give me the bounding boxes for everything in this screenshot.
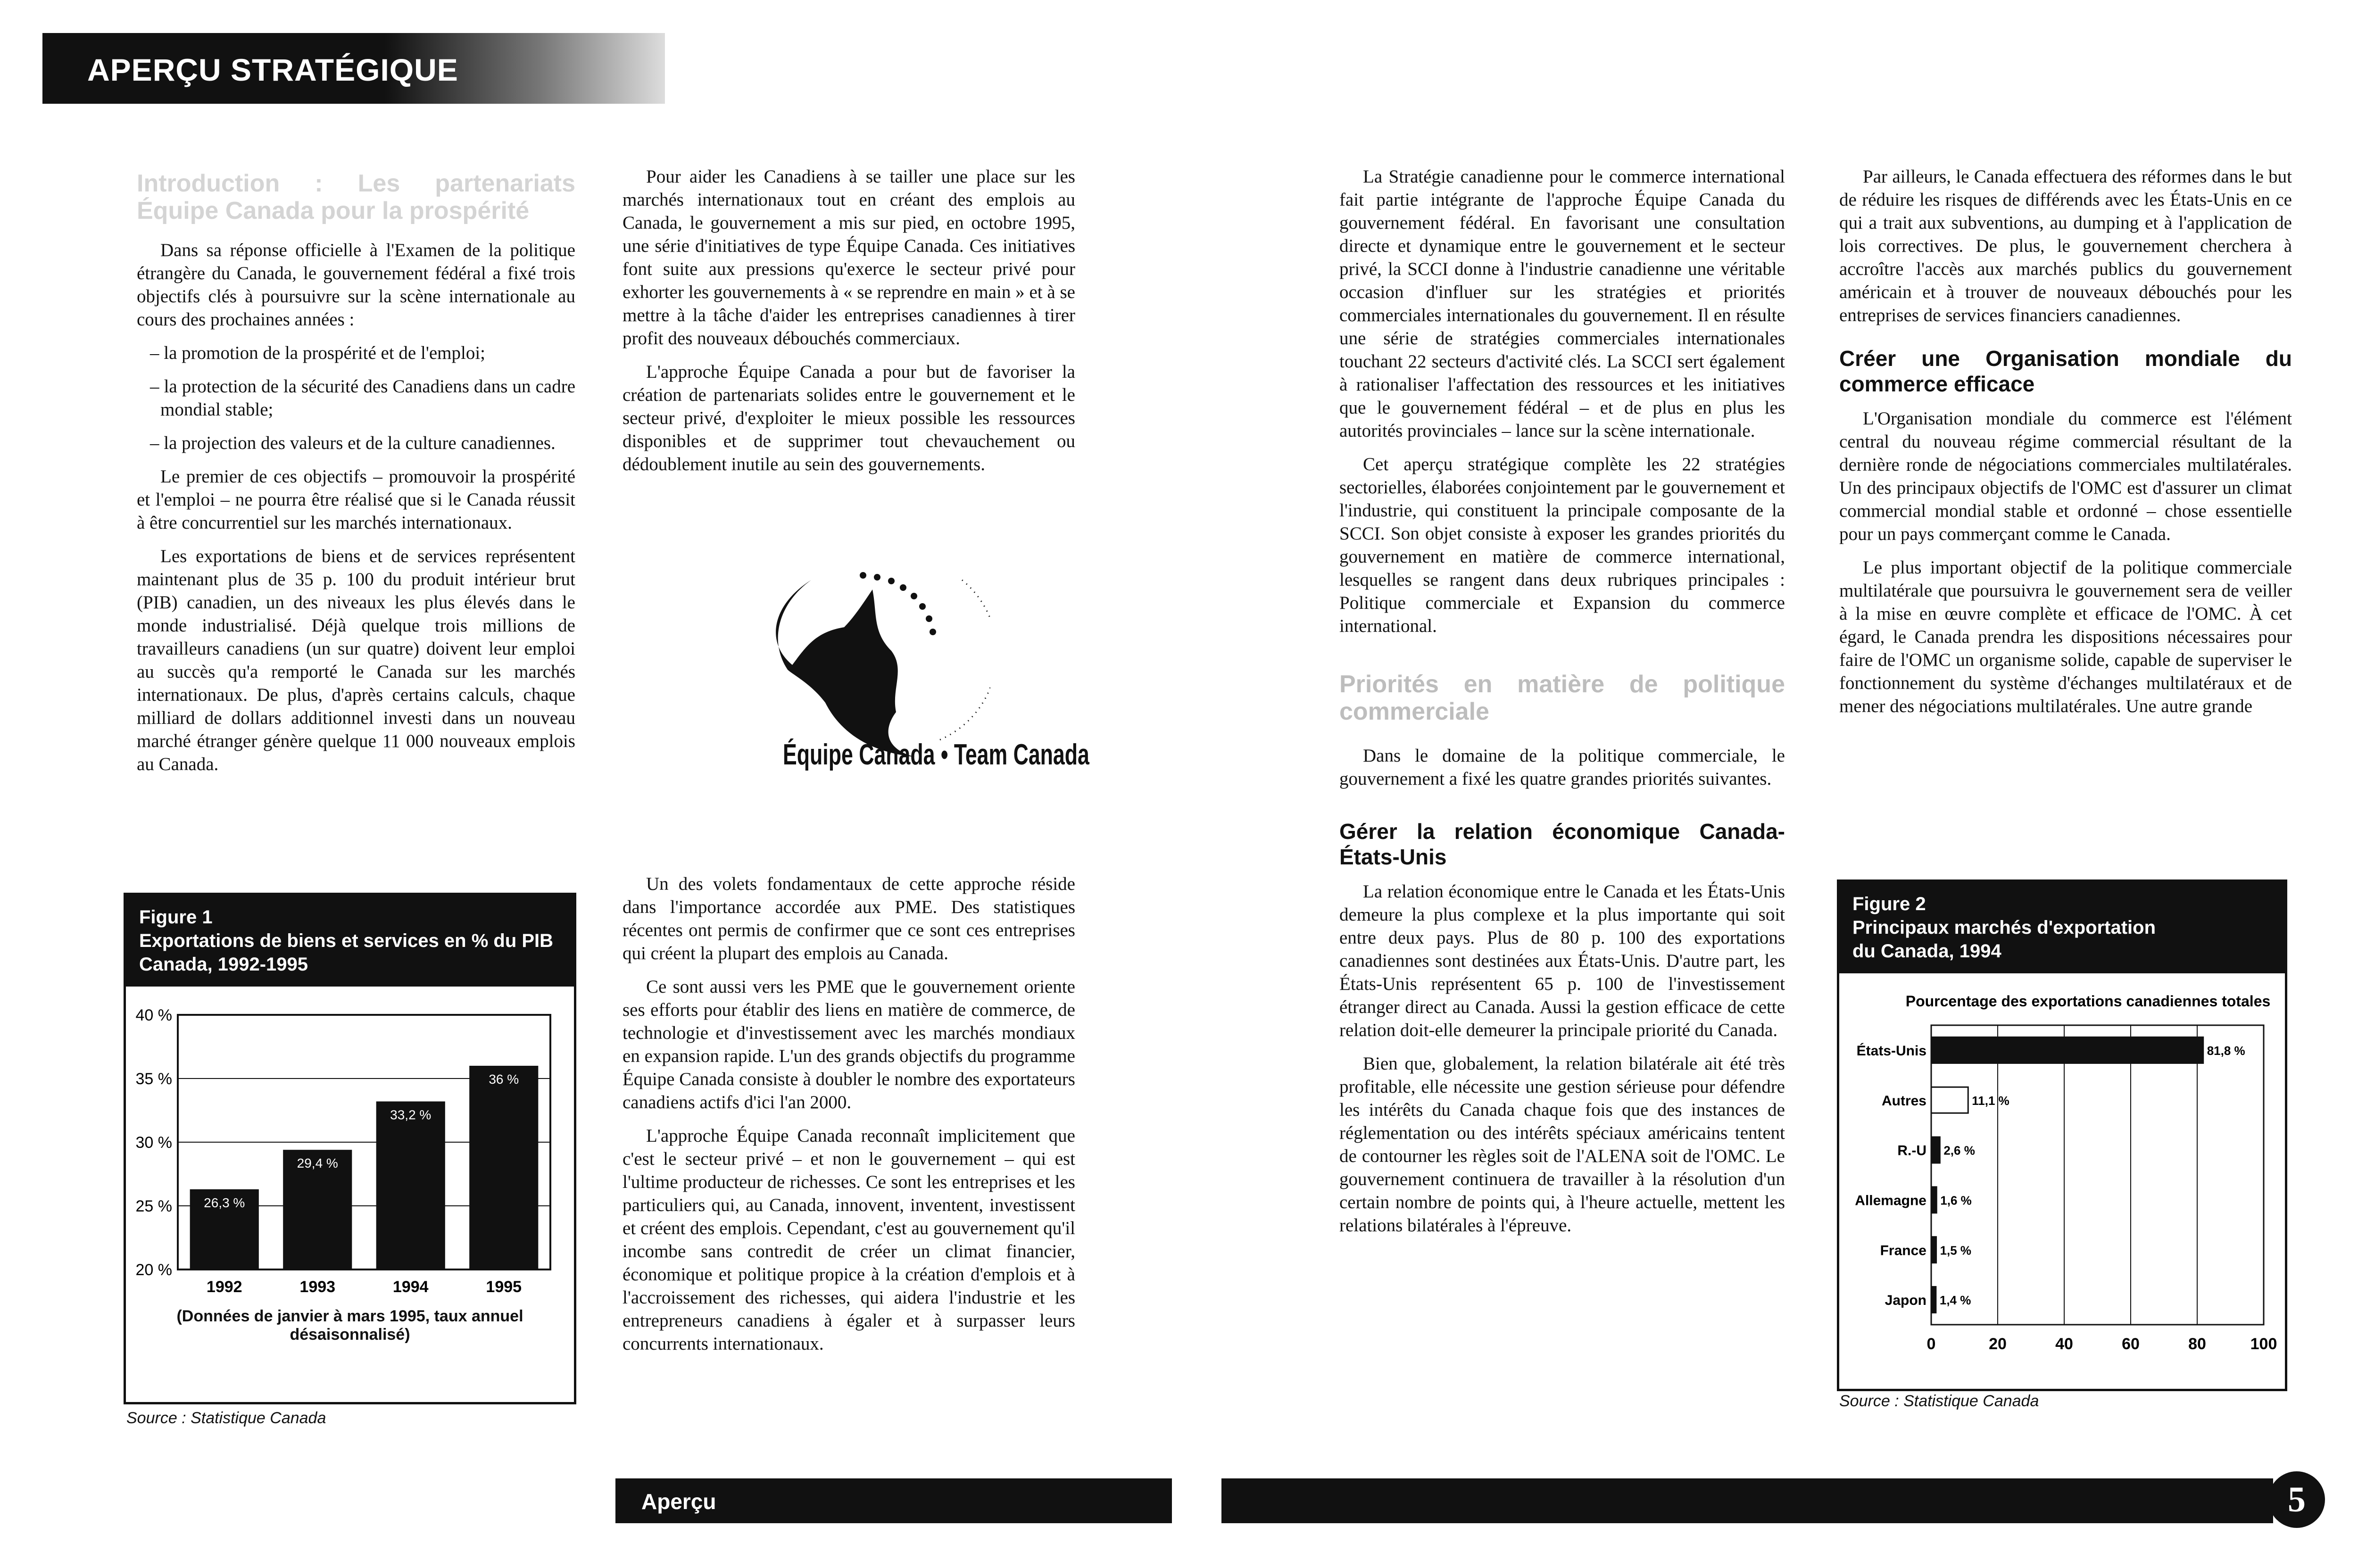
- y-tick-label: 40 %: [135, 1006, 172, 1024]
- y-tick-label: Japon: [1885, 1293, 1926, 1309]
- export-markets-bar-chart: [1839, 973, 2280, 1384]
- x-tick-label: 100: [2250, 1335, 2277, 1353]
- priorities-heading: Priorités en matière de politique commerciale: [1339, 671, 1785, 725]
- column-2-lower: [623, 872, 1075, 1366]
- list-item: – la promotion de la prospérité et de l'emploi;: [150, 343, 486, 363]
- section-title: APERÇU STRATÉGIQUE: [87, 52, 458, 87]
- data-label: 1,4 %: [1939, 1293, 1971, 1308]
- column-2: [623, 165, 1075, 486]
- figure-source: Source : Statistique Canada: [1839, 1392, 2039, 1410]
- x-tick-label: 1995: [486, 1278, 522, 1296]
- data-label: 29,4 %: [297, 1156, 338, 1171]
- data-label: 11,1 %: [1972, 1093, 2009, 1108]
- x-tick-label: 1994: [392, 1278, 429, 1296]
- team-canada-logo: [736, 561, 1089, 771]
- paragraph: L'approche Équipe Canada a pour but de favoriser la création de partenariats solides entre le gouvernement et le secteur privé, d'exploiter le mieux possible les ressources disponibles et de supprimer tout chevauchement ou dédoublement inutile au sein des gouvernements.: [623, 362, 1075, 474]
- logo-emblem-icon: [736, 561, 990, 759]
- x-tick-label: 1993: [299, 1278, 336, 1296]
- figure-source: Source : Statistique Canada: [126, 1409, 326, 1427]
- footer-bar-right: [1221, 1478, 2273, 1523]
- x-tick-label: 80: [2188, 1335, 2206, 1353]
- paragraph: Dans sa réponse officielle à l'Examen de la politique étrangère du Canada, le gouvernement fédéral a fixé trois objectifs clés à poursuivre sur la scène internationale au cours des prochaines années :: [137, 240, 575, 330]
- data-label: 36 %: [489, 1072, 519, 1087]
- y-tick-label: France: [1880, 1243, 1926, 1259]
- figure-subtitle: du Canada, 1994: [1852, 941, 2001, 962]
- data-label: 26,3 %: [204, 1195, 245, 1210]
- figure-title: Principaux marchés d'exportation: [1852, 917, 2156, 938]
- paragraph: Un des volets fondamentaux de cette approche réside dans l'importance accordée aux PME. Des statistiques récentes ont permis de confirmer que ce sont ces entreprises qui créent la plupart des emplois au Canada.: [623, 874, 1075, 963]
- x-tick-label: 0: [1926, 1335, 1936, 1353]
- page-number: 5: [2268, 1471, 2325, 1528]
- y-tick-label: 30 %: [135, 1134, 172, 1152]
- y-tick-label: États-Unis: [1856, 1043, 1926, 1059]
- paragraph: Les exportations de biens et de services représentent maintenant plus de 35 p. 100 du produit intérieur brut (PIB) canadien, un des niveaux les plus élevés dans le monde industrialisé. Déjà quelque trois millions de travailleurs canadiens (un sur quatre) doivent leur emploi au succès qu'a remporté le Canada sur les marchés internationaux. De plus, d'après certains calculs, chaque milliard de dollars additionnel investi dans un nouveau marché étranger génère quelque 11 000 nouveaux emplois au Canada.: [137, 546, 575, 774]
- paragraph: La relation économique entre le Canada et les États-Unis demeure la plus complexe et la plus importante qui soit entre deux pays. Plus de 80 p. 100 des exportations canadiennes sont destinées aux États-Unis. D'autre part, les États-Unis représentent 65 p. 100 de l'investissement étranger direct au Canada. Aussi la gestion efficace de cette relation doit-elle demeurer la principale priorité du Canada.: [1339, 881, 1785, 1040]
- bar: [1931, 1037, 2203, 1063]
- bar: [1931, 1187, 1936, 1213]
- paragraph: Le plus important objectif de la politique commerciale multilatérale que poursuivra le gouvernement sera de veiller à la mise en œuvre complète et efficace de l'OMC. À cet égard, le Canada prendra les dispositions nécessaires pour faire de l'OMC un organisme solide, capable de superviser le fonctionnement du système d'échanges multilatéraux et de mener des négociations multilatérales. Une autre grande: [1839, 557, 2292, 716]
- paragraph: Le premier de ces objectifs – promouvoir la prospérité et l'emploi – ne pourra être réalisé que si le Canada réussit à être concurrentiel sur les marchés internationaux.: [137, 466, 575, 533]
- data-label: 1,5 %: [1940, 1243, 1972, 1258]
- intro-heading: Introduction : Les partenariats Équipe Canada pour la prospérité: [137, 170, 575, 224]
- paragraph: Dans le domaine de la politique commerciale, le gouvernement a fixé les quatre grandes priorités suivantes.: [1339, 746, 1785, 789]
- footer-section: Aperçu: [641, 1489, 716, 1514]
- column-4: [1839, 165, 2292, 728]
- y-tick-label: 20 %: [135, 1261, 172, 1279]
- subheading: Gérer la relation économique Canada-États-Unis: [1339, 819, 1785, 869]
- bar: [1931, 1287, 1936, 1313]
- figure-header: [1839, 882, 2285, 973]
- figure-label: Figure 1: [139, 907, 213, 928]
- y-tick-label: R.-U: [1897, 1143, 1926, 1159]
- figure-header: [126, 895, 574, 987]
- data-label: 33,2 %: [390, 1107, 432, 1122]
- figure-label: Figure 2: [1852, 894, 1926, 914]
- paragraph: L'Organisation mondiale du commerce est l'élément central du nouveau régime commercial résultant de la dernière ronde de négociations commerciales multilatérales. Un des principaux objectifs de l'OMC est d'assurer un climat commercial mondial stable et ordonné – chose essentielle pour un pays commerçant comme le Canada.: [1839, 408, 2292, 544]
- export-gdp-bar-chart: [126, 987, 574, 1317]
- data-label: 81,8 %: [2207, 1043, 2245, 1058]
- y-tick-label: Allemagne: [1855, 1193, 1926, 1209]
- plot-frame: [1931, 1025, 2264, 1325]
- paragraph: La Stratégie canadienne pour le commerce international fait partie intégrante de l'approche Équipe Canada du gouvernement fédéral. En favorisant une consultation directe et dynamique entre le gouvernement et le secteur privé, la SCCI donne à l'industrie canadienne une véritable occasion d'influer sur les stratégies et priorités commerciales internationales du gouvernement. Il en résulte une série de stratégies commerciales internationales touchant 22 secteurs d'activité clés. La SCCI sert également à rationaliser l'affectation des ressources et les initiatives que le gouvernement fédéral – et de plus en plus les autorités provinciales – lance sur la scène internationale.: [1339, 166, 1785, 441]
- paragraph: Cet aperçu stratégique complète les 22 stratégies sectorielles, élaborées conjointement par le gouvernement et l'industrie, qui constituent la principale composante de la SCCI. Son objet consiste à exposer les grandes priorités du gouvernement en matière de commerce international, lesquelles se rangent dans deux rubriques principales : Politique commerciale et Expansion du commerce international.: [1339, 454, 1785, 636]
- paragraph: Ce sont aussi vers les PME que le gouvernement oriente ses efforts pour établir des liens en matière de commerce, de technologie et d'investissement avec les marchés mondiaux en expansion rapide. L'un des grands objectifs du programme Équipe Canada consiste à doubler le nombre des exportateurs canadiens actifs d'ici l'an 2000.: [623, 977, 1075, 1112]
- y-tick-label: 25 %: [135, 1197, 172, 1215]
- column-3: [1339, 165, 1785, 1247]
- paragraph: Par ailleurs, le Canada effectuera des réformes dans le but de réduire les risques de différends avec les États-Unis en ce qui a trait aux subventions, au dumping et à l'application de lois correctives. De plus, le gouvernement cherchera à accroître l'accès aux marchés publics du gouvernement américain et à trouver de nouveaux débouchés pour les entreprises de services financiers canadiennes.: [1839, 166, 2292, 325]
- x-tick-label: 60: [2122, 1335, 2140, 1353]
- chart-title: Pourcentage des exportations canadiennes totales: [1905, 993, 2271, 1010]
- bar: [1931, 1137, 1940, 1163]
- figure-title: Exportations de biens et services en % du PIB: [139, 930, 554, 951]
- logo-wordmark: Équipe Canada • Team Canada: [783, 738, 1089, 771]
- footer-bar-left: [615, 1478, 1172, 1523]
- subheading: Créer une Organisation mondiale du commerce efficace: [1839, 346, 2292, 396]
- y-tick-label: 35 %: [135, 1070, 172, 1088]
- figure-1: [124, 893, 576, 1404]
- list-item: – la protection de la sécurité des Canadiens dans un cadre mondial stable;: [150, 376, 575, 420]
- bar: [469, 1066, 538, 1269]
- x-tick-label: 1992: [206, 1278, 242, 1296]
- bar: [1931, 1087, 1968, 1113]
- paragraph: L'approche Équipe Canada reconnaît implicitement que c'est le secteur privé – et non le gouvernement – qui est l'ultime producteur de richesses. Ce sont les entreprises et les particuliers qui, au Canada, innovent, inventent, investissent et créent des emplois. Cependant, c'est au gouvernement qu'il incombe sans contredit de créer un climat financier, économique et politique propice à la création d'emplois et à l'accroissement des richesses, qui aidera l'industrie et les entrepreneurs canadiens à égaler et à surpasser leurs concurrents internationaux.: [623, 1126, 1075, 1354]
- figure-note: (Données de janvier à mars 1995, taux annuel désaisonnalisé): [176, 1307, 523, 1344]
- figure-2: [1837, 879, 2287, 1391]
- list-item: – la projection des valeurs et de la culture canadiennes.: [150, 433, 556, 453]
- x-tick-label: 20: [1989, 1335, 2007, 1353]
- y-tick-label: Autres: [1881, 1093, 1926, 1109]
- section-banner: [42, 33, 665, 104]
- figure-subtitle: Canada, 1992-1995: [139, 954, 308, 975]
- paragraph: Bien que, globalement, la relation bilatérale ait été très profitable, elle nécessite une gestion sérieuse pour défendre les intérêts du Canada chaque fois que des instances de réglementation ou des intérêts spéciaux américains tentent de contourner les règles soit de l'ALENA soit de l'OMC. Le gouvernement continuera de travailler à la résolution d'un certain nombre de points qui, à l'heure actuelle, mettent les relations bilatérales à l'épreuve.: [1339, 1054, 1785, 1236]
- paragraph: Pour aider les Canadiens à se tailler une place sur les marchés internationaux tout en créant des emplois au Canada, le gouvernement a mis sur pied, en octobre 1995, une série d'initiatives de type Équipe Canada. Ces initiatives font suite aux pressions qu'exerce le secteur privé pour exhorter les gouvernements à « se reprendre en main » et à se mettre à la tâche d'aider les entreprises canadiennes à tirer profit des nouveaux débouchés commerciaux.: [623, 166, 1075, 348]
- bar: [1931, 1237, 1936, 1263]
- bar: [376, 1102, 445, 1269]
- data-label: 2,6 %: [1943, 1143, 1975, 1158]
- column-1: [137, 170, 575, 786]
- x-tick-label: 40: [2055, 1335, 2073, 1353]
- data-label: 1,6 %: [1940, 1193, 1972, 1208]
